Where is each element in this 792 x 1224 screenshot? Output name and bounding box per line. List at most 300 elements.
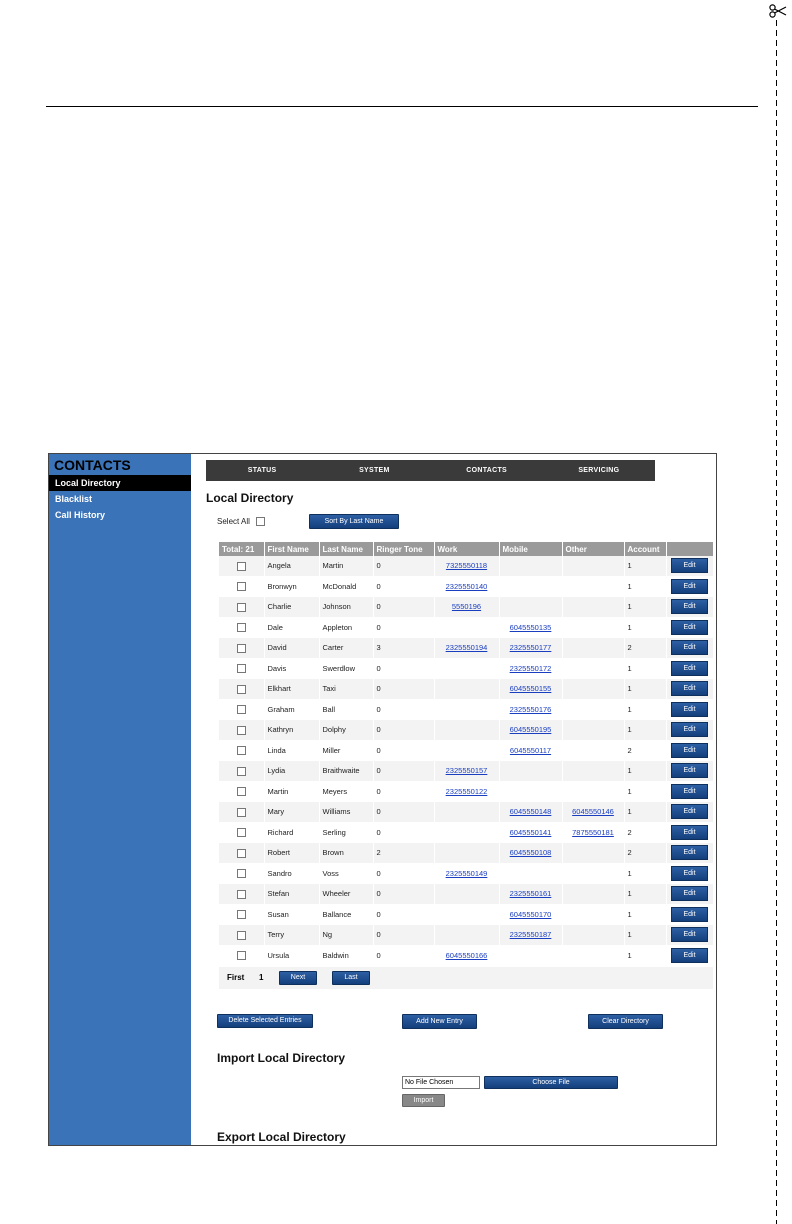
mobile-number-cell bbox=[499, 781, 562, 802]
mobile-number-link[interactable]: 6045550170 bbox=[509, 909, 552, 919]
row-checkbox[interactable] bbox=[237, 931, 246, 940]
row-checkbox[interactable] bbox=[237, 644, 246, 653]
last-name: Swerdlow bbox=[319, 658, 373, 679]
mobile-number-cell bbox=[499, 761, 562, 782]
cut-line bbox=[776, 20, 777, 1224]
import-button[interactable]: Import bbox=[402, 1094, 445, 1107]
sidebar-item-local-directory[interactable]: Local Directory bbox=[49, 475, 191, 491]
tab-system[interactable]: SYSTEM bbox=[359, 467, 390, 474]
edit-cell bbox=[666, 740, 713, 761]
edit-cell bbox=[666, 884, 713, 905]
other-number-cell bbox=[562, 658, 624, 679]
last-name: Appleton bbox=[319, 617, 373, 638]
last-name: Miller bbox=[319, 740, 373, 761]
mobile-number-cell bbox=[499, 822, 562, 843]
mobile-number-link[interactable]: 2325550187 bbox=[509, 930, 552, 940]
export-title: Export Local Directory bbox=[217, 1130, 346, 1144]
work-number-cell bbox=[434, 863, 499, 884]
mobile-number-cell bbox=[499, 904, 562, 925]
row-checkbox[interactable] bbox=[237, 746, 246, 755]
edit-cell bbox=[666, 761, 713, 782]
ringer-tone: 0 bbox=[373, 945, 434, 966]
next-button[interactable]: Next bbox=[279, 971, 317, 985]
edit-button[interactable]: Edit bbox=[671, 763, 708, 778]
work-number-link[interactable]: 2325550157 bbox=[445, 766, 488, 776]
other-number-cell bbox=[562, 781, 624, 802]
edit-button[interactable]: Edit bbox=[671, 784, 708, 799]
ringer-tone: 0 bbox=[373, 699, 434, 720]
select-all-label: Select All bbox=[217, 517, 250, 526]
mobile-number-link[interactable]: 6045550135 bbox=[509, 622, 552, 632]
mobile-number-cell bbox=[499, 740, 562, 761]
account: 1 bbox=[624, 720, 666, 741]
mobile-number-cell bbox=[499, 679, 562, 700]
account: 1 bbox=[624, 904, 666, 925]
main-content bbox=[191, 454, 716, 1145]
edit-cell bbox=[666, 638, 713, 659]
edit-button[interactable]: Edit bbox=[671, 825, 708, 840]
clear-directory-button[interactable]: Clear Directory bbox=[588, 1014, 663, 1029]
edit-cell bbox=[666, 843, 713, 864]
delete-selected-button[interactable]: Delete Selected Entries bbox=[217, 1014, 313, 1028]
work-number-cell bbox=[434, 638, 499, 659]
ringer-tone: 0 bbox=[373, 863, 434, 884]
choose-file-button[interactable]: Choose File bbox=[484, 1076, 618, 1089]
edit-button[interactable]: Edit bbox=[671, 579, 708, 594]
edit-button[interactable]: Edit bbox=[671, 620, 708, 635]
edit-cell bbox=[666, 802, 713, 823]
work-number-cell bbox=[434, 781, 499, 802]
work-number-link[interactable]: 6045550166 bbox=[445, 950, 488, 960]
account: 1 bbox=[624, 945, 666, 966]
last-name: Carter bbox=[319, 638, 373, 659]
row-checkbox[interactable] bbox=[237, 562, 246, 571]
tab-servicing[interactable]: SERVICING bbox=[578, 467, 620, 474]
table-row bbox=[219, 781, 713, 802]
row-checkbox-cell bbox=[219, 925, 264, 946]
edit-cell bbox=[666, 904, 713, 925]
table-row bbox=[219, 556, 713, 576]
mobile-number-cell bbox=[499, 945, 562, 966]
last-name: Ng bbox=[319, 925, 373, 946]
edit-button[interactable]: Edit bbox=[671, 681, 708, 696]
row-checkbox-cell bbox=[219, 904, 264, 925]
mobile-number-cell bbox=[499, 863, 562, 884]
account: 1 bbox=[624, 576, 666, 597]
row-checkbox-cell bbox=[219, 761, 264, 782]
row-checkbox-cell bbox=[219, 699, 264, 720]
header-rule bbox=[46, 106, 758, 107]
ringer-tone: 0 bbox=[373, 925, 434, 946]
account: 1 bbox=[624, 884, 666, 905]
mobile-number-cell bbox=[499, 720, 562, 741]
column-header: Last Name bbox=[319, 542, 373, 556]
column-header: Mobile bbox=[499, 542, 562, 556]
first-name: Bronwyn bbox=[264, 576, 319, 597]
ringer-tone: 0 bbox=[373, 617, 434, 638]
mobile-number-cell bbox=[499, 597, 562, 618]
last-name: Meyers bbox=[319, 781, 373, 802]
other-number-cell bbox=[562, 638, 624, 659]
edit-cell bbox=[666, 925, 713, 946]
edit-cell bbox=[666, 945, 713, 966]
file-name-field: No File Chosen bbox=[402, 1076, 480, 1089]
first-name: Kathryn bbox=[264, 720, 319, 741]
row-checkbox-cell bbox=[219, 638, 264, 659]
other-number-link[interactable]: 6045550146 bbox=[572, 807, 614, 817]
edit-button[interactable]: Edit bbox=[671, 845, 708, 860]
account: 2 bbox=[624, 843, 666, 864]
table-row bbox=[219, 720, 713, 741]
edit-button[interactable]: Edit bbox=[671, 886, 708, 901]
row-checkbox[interactable] bbox=[237, 951, 246, 960]
other-number-cell bbox=[562, 925, 624, 946]
work-number-link[interactable]: 2325550140 bbox=[445, 581, 488, 591]
first-name: Charlie bbox=[264, 597, 319, 618]
first-name: Richard bbox=[264, 822, 319, 843]
first-name: Sandro bbox=[264, 863, 319, 884]
work-number-cell bbox=[434, 658, 499, 679]
table-row bbox=[219, 658, 713, 679]
pager-current-page: 1 bbox=[259, 973, 264, 982]
scissors-icon bbox=[769, 4, 787, 18]
mobile-number-link[interactable]: 6045550117 bbox=[509, 745, 552, 755]
row-checkbox-cell bbox=[219, 720, 264, 741]
edit-button[interactable]: Edit bbox=[671, 743, 708, 758]
ringer-tone: 0 bbox=[373, 597, 434, 618]
work-number-link[interactable]: 7325550118 bbox=[445, 561, 488, 571]
edit-button[interactable]: Edit bbox=[671, 640, 708, 655]
first-name: Martin bbox=[264, 781, 319, 802]
other-number-cell bbox=[562, 597, 624, 618]
row-checkbox[interactable] bbox=[237, 767, 246, 776]
edit-cell bbox=[666, 617, 713, 638]
last-name: Baldwin bbox=[319, 945, 373, 966]
account: 1 bbox=[624, 761, 666, 782]
pagination bbox=[219, 967, 713, 989]
mobile-number-link[interactable]: 6045550148 bbox=[509, 807, 552, 817]
work-number-cell bbox=[434, 720, 499, 741]
ringer-tone: 3 bbox=[373, 638, 434, 659]
other-number-cell bbox=[562, 617, 624, 638]
work-number-cell bbox=[434, 822, 499, 843]
work-number-cell bbox=[434, 884, 499, 905]
mobile-number-link[interactable]: 2325550177 bbox=[509, 643, 552, 653]
edit-button[interactable]: Edit bbox=[671, 927, 708, 942]
last-name: Martin bbox=[319, 556, 373, 576]
other-number-cell bbox=[562, 904, 624, 925]
work-number-cell bbox=[434, 699, 499, 720]
ringer-tone: 0 bbox=[373, 740, 434, 761]
last-name: Johnson bbox=[319, 597, 373, 618]
pager-first[interactable]: First bbox=[227, 973, 245, 982]
select-all-checkbox[interactable] bbox=[256, 517, 265, 526]
mobile-number-cell bbox=[499, 638, 562, 659]
first-name: Terry bbox=[264, 925, 319, 946]
ringer-tone: 0 bbox=[373, 658, 434, 679]
mobile-number-link[interactable]: 2325550172 bbox=[509, 663, 552, 673]
first-name: Lydia bbox=[264, 761, 319, 782]
row-checkbox[interactable] bbox=[237, 685, 246, 694]
account: 1 bbox=[624, 699, 666, 720]
column-header: Other bbox=[562, 542, 624, 556]
ringer-tone: 0 bbox=[373, 576, 434, 597]
row-checkbox-cell bbox=[219, 945, 264, 966]
other-number-cell bbox=[562, 740, 624, 761]
sidebar-title: CONTACTS bbox=[54, 457, 131, 473]
edit-cell bbox=[666, 699, 713, 720]
work-number-cell bbox=[434, 576, 499, 597]
row-checkbox-cell bbox=[219, 884, 264, 905]
column-header: Account bbox=[624, 542, 666, 556]
other-number-cell bbox=[562, 884, 624, 905]
table-row bbox=[219, 597, 713, 618]
work-number-cell bbox=[434, 556, 499, 576]
first-name: Angela bbox=[264, 556, 319, 576]
row-checkbox[interactable] bbox=[237, 828, 246, 837]
row-checkbox[interactable] bbox=[237, 623, 246, 632]
mobile-number-cell bbox=[499, 576, 562, 597]
edit-cell bbox=[666, 720, 713, 741]
work-number-cell bbox=[434, 925, 499, 946]
row-checkbox[interactable] bbox=[237, 869, 246, 878]
tab-contacts[interactable]: CONTACTS bbox=[466, 467, 508, 474]
last-name: Wheeler bbox=[319, 884, 373, 905]
first-name: Davis bbox=[264, 658, 319, 679]
table-row bbox=[219, 761, 713, 782]
last-button[interactable]: Last bbox=[332, 971, 370, 985]
sidebar-item-blacklist[interactable]: Blacklist bbox=[55, 494, 93, 504]
other-number-cell bbox=[562, 720, 624, 741]
last-name: Voss bbox=[319, 863, 373, 884]
edit-cell bbox=[666, 863, 713, 884]
directory-table bbox=[219, 542, 714, 966]
table-row bbox=[219, 802, 713, 823]
mobile-number-cell bbox=[499, 884, 562, 905]
edit-button[interactable]: Edit bbox=[671, 599, 708, 614]
work-number-cell bbox=[434, 740, 499, 761]
row-checkbox-cell bbox=[219, 802, 264, 823]
edit-cell bbox=[666, 679, 713, 700]
first-name: Susan bbox=[264, 904, 319, 925]
edit-button[interactable]: Edit bbox=[671, 661, 708, 676]
table-row bbox=[219, 699, 713, 720]
work-number-link[interactable]: 5550196 bbox=[451, 602, 482, 612]
table-row bbox=[219, 925, 713, 946]
last-name: Braithwaite bbox=[319, 761, 373, 782]
edit-button[interactable]: Edit bbox=[671, 866, 708, 881]
row-checkbox-cell bbox=[219, 822, 264, 843]
other-number-cell bbox=[562, 761, 624, 782]
first-name: Stefan bbox=[264, 884, 319, 905]
edit-cell bbox=[666, 556, 713, 576]
edit-cell bbox=[666, 597, 713, 618]
first-name: Mary bbox=[264, 802, 319, 823]
web-ui-screenshot bbox=[48, 453, 717, 1146]
table-row bbox=[219, 945, 713, 966]
page-title: Local Directory bbox=[206, 491, 294, 505]
other-number-link[interactable]: 7875550181 bbox=[572, 827, 614, 837]
row-checkbox-cell bbox=[219, 863, 264, 884]
other-number-cell bbox=[562, 945, 624, 966]
table-row bbox=[219, 822, 713, 843]
work-number-cell bbox=[434, 597, 499, 618]
ringer-tone: 0 bbox=[373, 761, 434, 782]
other-number-cell bbox=[562, 576, 624, 597]
account: 2 bbox=[624, 740, 666, 761]
first-name: Robert bbox=[264, 843, 319, 864]
work-number-cell bbox=[434, 679, 499, 700]
other-number-cell bbox=[562, 843, 624, 864]
last-name: Serling bbox=[319, 822, 373, 843]
work-number-cell bbox=[434, 761, 499, 782]
table-row bbox=[219, 617, 713, 638]
ringer-tone: 0 bbox=[373, 822, 434, 843]
ringer-tone: 0 bbox=[373, 720, 434, 741]
work-number-link[interactable]: 2325550194 bbox=[445, 643, 488, 653]
account: 1 bbox=[624, 802, 666, 823]
account: 1 bbox=[624, 925, 666, 946]
last-name: McDonald bbox=[319, 576, 373, 597]
ringer-tone: 0 bbox=[373, 904, 434, 925]
edit-cell bbox=[666, 822, 713, 843]
ringer-tone: 2 bbox=[373, 843, 434, 864]
table-row bbox=[219, 843, 713, 864]
other-number-cell bbox=[562, 699, 624, 720]
row-checkbox[interactable] bbox=[237, 705, 246, 714]
row-checkbox-cell bbox=[219, 740, 264, 761]
edit-button[interactable]: Edit bbox=[671, 558, 708, 573]
edit-button[interactable]: Edit bbox=[671, 907, 708, 922]
mobile-number-link[interactable]: 6045550108 bbox=[509, 848, 552, 858]
ringer-tone: 0 bbox=[373, 781, 434, 802]
sidebar-item-call-history[interactable]: Call History bbox=[55, 510, 106, 520]
top-nav bbox=[206, 460, 655, 481]
mobile-number-cell bbox=[499, 658, 562, 679]
other-number-cell bbox=[562, 822, 624, 843]
mobile-number-cell bbox=[499, 925, 562, 946]
row-checkbox[interactable] bbox=[237, 603, 246, 612]
edit-cell bbox=[666, 781, 713, 802]
account: 1 bbox=[624, 863, 666, 884]
import-title: Import Local Directory bbox=[217, 1051, 346, 1065]
row-checkbox[interactable] bbox=[237, 726, 246, 735]
edit-button[interactable]: Edit bbox=[671, 722, 708, 737]
table-row bbox=[219, 576, 713, 597]
row-checkbox-cell bbox=[219, 679, 264, 700]
first-name: Graham bbox=[264, 699, 319, 720]
mobile-number-link[interactable]: 2325550161 bbox=[509, 889, 552, 899]
ringer-tone: 0 bbox=[373, 802, 434, 823]
mobile-number-link[interactable]: 6045550195 bbox=[509, 725, 552, 735]
mobile-number-link[interactable]: 6045550141 bbox=[509, 827, 552, 837]
last-name: Brown bbox=[319, 843, 373, 864]
other-number-cell bbox=[562, 556, 624, 576]
table-row bbox=[219, 863, 713, 884]
edit-button[interactable]: Edit bbox=[671, 948, 708, 963]
last-name: Taxi bbox=[319, 679, 373, 700]
last-name: Ballance bbox=[319, 904, 373, 925]
row-checkbox-cell bbox=[219, 617, 264, 638]
table-row bbox=[219, 904, 713, 925]
row-checkbox-cell bbox=[219, 576, 264, 597]
account: 1 bbox=[624, 556, 666, 576]
account: 2 bbox=[624, 638, 666, 659]
row-checkbox[interactable] bbox=[237, 664, 246, 673]
edit-button[interactable]: Edit bbox=[671, 804, 708, 819]
column-header bbox=[666, 542, 713, 556]
add-new-entry-button[interactable]: Add New Entry bbox=[402, 1014, 477, 1029]
first-name: David bbox=[264, 638, 319, 659]
edit-button[interactable]: Edit bbox=[671, 702, 708, 717]
column-header: Total: 21 bbox=[219, 542, 264, 556]
last-name: Dolphy bbox=[319, 720, 373, 741]
first-name: Linda bbox=[264, 740, 319, 761]
row-checkbox[interactable] bbox=[237, 808, 246, 817]
tab-status[interactable]: STATUS bbox=[247, 467, 277, 474]
account: 1 bbox=[624, 658, 666, 679]
work-number-cell bbox=[434, 945, 499, 966]
work-number-cell bbox=[434, 802, 499, 823]
work-number-cell bbox=[434, 617, 499, 638]
mobile-number-cell bbox=[499, 802, 562, 823]
mobile-number-link[interactable]: 2325550176 bbox=[509, 704, 552, 714]
table-header bbox=[219, 542, 713, 556]
column-header: Work bbox=[434, 542, 499, 556]
other-number-cell bbox=[562, 679, 624, 700]
column-header: Ringer Tone bbox=[373, 542, 434, 556]
select-all-row bbox=[217, 517, 265, 526]
account: 1 bbox=[624, 597, 666, 618]
table-row bbox=[219, 884, 713, 905]
work-number-cell bbox=[434, 843, 499, 864]
ringer-tone: 0 bbox=[373, 884, 434, 905]
mobile-number-cell bbox=[499, 617, 562, 638]
row-checkbox-cell bbox=[219, 658, 264, 679]
mobile-number-link[interactable]: 6045550155 bbox=[509, 684, 552, 694]
work-number-cell bbox=[434, 904, 499, 925]
first-name: Dale bbox=[264, 617, 319, 638]
sort-by-last-name-button[interactable]: Sort By Last Name bbox=[309, 514, 399, 529]
last-name: Ball bbox=[319, 699, 373, 720]
ringer-tone: 0 bbox=[373, 679, 434, 700]
ringer-tone: 0 bbox=[373, 556, 434, 576]
row-checkbox[interactable] bbox=[237, 849, 246, 858]
row-checkbox[interactable] bbox=[237, 787, 246, 796]
work-number-link[interactable]: 2325550149 bbox=[445, 868, 488, 878]
row-checkbox-cell bbox=[219, 843, 264, 864]
account: 1 bbox=[624, 781, 666, 802]
work-number-link[interactable]: 2325550122 bbox=[445, 786, 488, 796]
other-number-cell bbox=[562, 863, 624, 884]
row-checkbox[interactable] bbox=[237, 582, 246, 591]
other-number-cell bbox=[562, 802, 624, 823]
row-checkbox[interactable] bbox=[237, 910, 246, 919]
mobile-number-cell bbox=[499, 556, 562, 576]
table-row bbox=[219, 740, 713, 761]
last-name: Williams bbox=[319, 802, 373, 823]
account: 1 bbox=[624, 617, 666, 638]
table-row bbox=[219, 679, 713, 700]
table-row bbox=[219, 638, 713, 659]
mobile-number-cell bbox=[499, 843, 562, 864]
row-checkbox[interactable] bbox=[237, 890, 246, 899]
row-checkbox-cell bbox=[219, 597, 264, 618]
first-name: Ursula bbox=[264, 945, 319, 966]
edit-cell bbox=[666, 576, 713, 597]
row-checkbox-cell bbox=[219, 781, 264, 802]
column-header: First Name bbox=[264, 542, 319, 556]
